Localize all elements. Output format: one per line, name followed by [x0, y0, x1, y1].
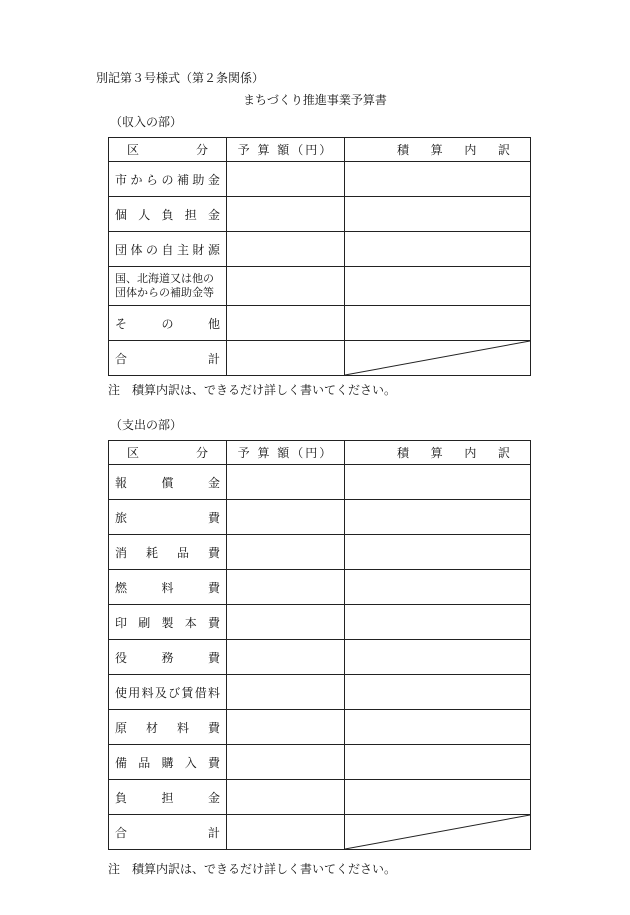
header-detail-char: 内 [464, 143, 477, 157]
detail-cell[interactable] [345, 780, 531, 815]
detail-cell [345, 341, 531, 376]
detail-cell[interactable] [345, 267, 531, 306]
amount-cell[interactable] [227, 780, 345, 815]
table-row [109, 640, 531, 675]
item-label-char: 費 [207, 650, 220, 665]
amount-cell[interactable] [227, 745, 345, 780]
item-label-char: 務 [161, 650, 174, 665]
item-label-char: 市 [115, 172, 128, 187]
item-label-char: 個 [115, 207, 128, 222]
item-label-char: 計 [207, 825, 220, 840]
table-row [109, 710, 531, 745]
item-label-char: ら [145, 172, 158, 187]
item-label-char: 源 [207, 242, 220, 257]
item-label-char: 金 [207, 790, 220, 805]
table-row [109, 232, 531, 267]
diagonal-line [345, 341, 530, 375]
header-detail-char: 訳 [497, 446, 510, 460]
header-category-char: 分 [195, 143, 208, 157]
item-label [109, 341, 227, 376]
item-label-char: 他 [207, 316, 220, 331]
item-label-char: 本 [184, 615, 197, 630]
item-label-char: 使 [115, 685, 128, 700]
expense-note: 注 積算内訳は、できるだけ詳しく書いてください。 [108, 862, 397, 876]
detail-cell[interactable] [345, 745, 531, 780]
item-label-char: 消 [115, 545, 128, 560]
item-label-char: 購 [161, 755, 174, 770]
amount-cell[interactable] [227, 306, 345, 341]
item-label-char: 助 [192, 172, 205, 187]
item-label-char: 自 [161, 242, 174, 257]
item-label-char: 品 [138, 755, 151, 770]
header-category-char: 分 [195, 446, 208, 460]
item-label [109, 605, 227, 640]
detail-cell[interactable] [345, 306, 531, 341]
item-label-char: 合 [115, 825, 128, 840]
amount-cell[interactable] [227, 605, 345, 640]
item-label-char: 金 [207, 475, 220, 490]
table-row [109, 570, 531, 605]
detail-cell[interactable] [345, 162, 531, 197]
item-label-char: 料 [161, 580, 174, 595]
item-label-char: 料 [141, 685, 154, 700]
item-label-char: 刷 [138, 615, 151, 630]
item-label [109, 570, 227, 605]
item-label-char: の [145, 242, 158, 257]
item-label-char: 担 [184, 207, 197, 222]
amount-cell[interactable] [227, 570, 345, 605]
item-label-char: 備 [115, 755, 128, 770]
header-category-char: 区 [127, 446, 140, 460]
detail-cell[interactable] [345, 570, 531, 605]
item-label-char: 計 [207, 351, 220, 366]
item-label-char: 金 [207, 172, 220, 187]
item-label-char: 人 [138, 207, 151, 222]
header-detail-char: 訳 [497, 143, 510, 157]
table-row [109, 605, 531, 640]
item-label-char: 財 [192, 242, 205, 257]
header-detail [345, 441, 531, 465]
detail-cell[interactable] [345, 500, 531, 535]
header-detail [345, 138, 531, 162]
table-row [109, 162, 531, 197]
item-label-char: 補 [176, 172, 189, 187]
table-row [109, 197, 531, 232]
item-label-char: そ [115, 316, 128, 331]
document-title: まちづくり推進事業予算書 [243, 93, 387, 107]
item-label-char: 金 [207, 207, 220, 222]
item-label-char: 費 [207, 510, 220, 525]
item-label [109, 500, 227, 535]
header-detail-char: 積 [397, 446, 410, 460]
detail-cell [345, 815, 531, 850]
item-label: 国、北海道又は他の団体からの補助金等 [109, 267, 227, 306]
item-label-char: 入 [184, 755, 197, 770]
detail-cell[interactable] [345, 640, 531, 675]
item-label [109, 535, 227, 570]
amount-cell[interactable] [227, 640, 345, 675]
diagonal-strike [345, 341, 530, 375]
table-row [109, 267, 531, 306]
item-label-char: 報 [115, 475, 128, 490]
header-row [109, 441, 531, 465]
item-label [109, 675, 227, 710]
table-row [109, 465, 531, 500]
item-label [109, 710, 227, 745]
detail-cell[interactable] [345, 710, 531, 745]
detail-cell[interactable] [345, 535, 531, 570]
item-label-char: 借 [194, 685, 207, 700]
income-note: 注 積算内訳は、できるだけ詳しく書いてください。 [108, 383, 397, 397]
table-row [109, 306, 531, 341]
item-label-char: 料 [207, 685, 220, 700]
item-label-char: 及 [154, 685, 167, 700]
item-label-char: 団 [115, 242, 128, 257]
total-row [109, 341, 531, 376]
amount-cell[interactable] [227, 535, 345, 570]
item-label-char: 合 [115, 351, 128, 366]
detail-cell[interactable] [345, 197, 531, 232]
item-label-char: 役 [115, 650, 128, 665]
item-label [109, 197, 227, 232]
header-row [109, 138, 531, 162]
detail-cell[interactable] [345, 465, 531, 500]
header-category [109, 138, 227, 162]
item-label-char: 賃 [181, 685, 194, 700]
item-label-char: 費 [207, 720, 220, 735]
item-label-char: 料 [176, 720, 189, 735]
item-label-char: 費 [207, 545, 220, 560]
amount-cell[interactable] [227, 162, 345, 197]
header-category [109, 441, 227, 465]
header-amount: 予 算 額（円） [227, 441, 345, 465]
item-label-char: 担 [161, 790, 174, 805]
item-label-char: 主 [176, 242, 189, 257]
expense-table [108, 440, 531, 850]
item-label [109, 465, 227, 500]
total-row [109, 815, 531, 850]
item-label [109, 640, 227, 675]
item-label-char: 費 [207, 580, 220, 595]
item-label [109, 232, 227, 267]
item-label-char: か [130, 172, 143, 187]
item-label-char: 負 [161, 207, 174, 222]
item-label [109, 815, 227, 850]
amount-cell[interactable] [227, 197, 345, 232]
amount-cell[interactable] [227, 232, 345, 267]
table-row [109, 780, 531, 815]
header-detail-char: 算 [430, 446, 443, 460]
item-label-char: 費 [207, 755, 220, 770]
amount-cell[interactable] [227, 267, 345, 306]
item-label [109, 162, 227, 197]
amount-cell[interactable] [227, 341, 345, 376]
item-label [109, 306, 227, 341]
detail-cell[interactable] [345, 605, 531, 640]
item-label-char: 償 [161, 475, 174, 490]
item-label-char: 原 [115, 720, 128, 735]
table-row [109, 675, 531, 710]
item-label-char: 負 [115, 790, 128, 805]
header-category-char: 区 [127, 143, 140, 157]
item-label-char: 燃 [115, 580, 128, 595]
header-amount: 予 算 額（円） [227, 138, 345, 162]
item-label-char: の [161, 316, 174, 331]
table-row [109, 500, 531, 535]
detail-cell[interactable] [345, 232, 531, 267]
item-label-char: 材 [145, 720, 158, 735]
item-label-char: 費 [207, 615, 220, 630]
diagonal-strike [345, 815, 530, 849]
item-label-char: 旅 [115, 510, 128, 525]
item-label-char: 印 [115, 615, 128, 630]
amount-cell[interactable] [227, 710, 345, 745]
diagonal-line [345, 815, 530, 849]
amount-cell[interactable] [227, 500, 345, 535]
form-number-label: 別記第３号様式（第２条関係） [96, 71, 265, 85]
header-detail-char: 算 [430, 143, 443, 157]
table-row [109, 745, 531, 780]
expense-section-heading: （支出の部） [110, 418, 183, 432]
amount-cell[interactable] [227, 675, 345, 710]
amount-cell[interactable] [227, 465, 345, 500]
header-detail-char: 内 [464, 446, 477, 460]
item-label-char: び [168, 685, 181, 700]
item-label-char: 耗 [145, 545, 158, 560]
income-table [108, 137, 531, 376]
item-label-char: 用 [128, 685, 141, 700]
header-detail-char: 積 [397, 143, 410, 157]
income-section-heading: （収入の部） [110, 115, 183, 129]
item-label [109, 780, 227, 815]
detail-cell[interactable] [345, 675, 531, 710]
item-label-char: の [161, 172, 174, 187]
item-label [109, 745, 227, 780]
item-label-char: 品 [176, 545, 189, 560]
item-label-char: 体 [130, 242, 143, 257]
amount-cell[interactable] [227, 815, 345, 850]
item-label-char: 製 [161, 615, 174, 630]
table-row [109, 535, 531, 570]
